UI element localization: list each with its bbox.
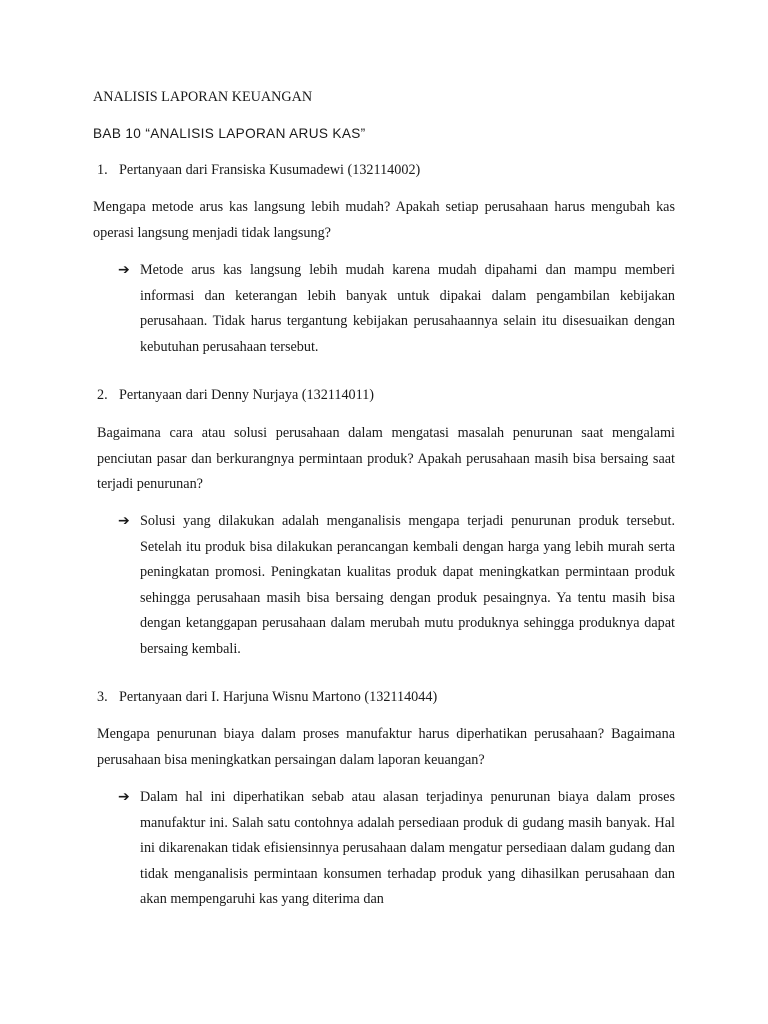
question-header-text: Pertanyaan dari Denny Nurjaya (132114011) bbox=[119, 387, 375, 403]
answer-block bbox=[118, 785, 675, 913]
answer-block bbox=[118, 509, 675, 662]
question-text: Bagaimana cara atau solusi perusahaan dalam mengatasi masalah penurunan saat mengalami penciutan pasar dan berkurangnya permintaan produk? Apakah perusahaan masih bisa bersaing saat terjadi penurunan? bbox=[97, 425, 675, 492]
answer-text: Solusi yang dilakukan adalah menganalisis mengapa terjadi penurunan produk tersebut. Setelah itu produk bisa dilakukan perancangan kembali dengan harga yang lebih murah serta peningkatan promosi. Peningkatan kualitas produk dapat meningkatkan permintaan produk sehingga perusahaan masih bisa bersaing dengan produk pesaingnya. Ya tentu masih bisa dengan ketanggapan perusahaan dalam merubah mutu produknya sehingga produknya dapat bersaing kembali. bbox=[140, 513, 675, 657]
answer-block bbox=[118, 258, 675, 360]
question-number: 2. bbox=[97, 387, 108, 403]
question-header bbox=[97, 685, 437, 710]
document-title: ANALISIS LAPORAN KEUANGAN bbox=[93, 89, 313, 105]
arrow-right-icon: ➔ bbox=[118, 789, 130, 805]
arrow-right-icon: ➔ bbox=[118, 262, 130, 278]
question-text: Mengapa penurunan biaya dalam proses manufaktur harus diperhatikan perusahaan? Bagaimana perusahaan bisa meningkatkan persaingan dalam laporan keuangan? bbox=[97, 726, 675, 768]
chapter-heading: BAB 10 “ANALISIS LAPORAN ARUS KAS” bbox=[93, 126, 366, 141]
question-number: 3. bbox=[97, 689, 108, 705]
question-header bbox=[97, 383, 374, 408]
question-header-text: Pertanyaan dari I. Harjuna Wisnu Martono (132114044) bbox=[119, 689, 438, 705]
question-header bbox=[97, 158, 420, 183]
answer-text: Dalam hal ini diperhatikan sebab atau alasan terjadinya penurunan biaya dalam proses manufaktur ini. Salah satu contohnya adalah persediaan produk di gudang masih banyak. Hal ini dikarenakan tidak efisiensinnya perusahaan dalam mengatur persediaan dalam gudang dan tidak menganalisis permintaan konsumen terhadap produk yang dihasilkan perusahaan dan akan mempengaruhi kas yang diterima dan bbox=[140, 789, 675, 907]
arrow-right-icon: ➔ bbox=[118, 513, 130, 529]
answer-text: Metode arus kas langsung lebih mudah karena mudah dipahami dan mampu memberi informasi dan keterangan lebih banyak untuk dipakai dalam pengambilan kebijakan perusahaan. Tidak harus tergantung kebijakan perusahaannya selain itu disesuaikan dengan kebutuhan perusahaan tersebut. bbox=[140, 262, 675, 355]
question-text: Mengapa metode arus kas langsung lebih mudah? Apakah setiap perusahaan harus mengubah kas operasi langsung menjadi tidak langsung? bbox=[93, 199, 675, 241]
question-header-text: Pertanyaan dari Fransiska Kusumadewi (132114002) bbox=[119, 162, 421, 178]
question-number: 1. bbox=[97, 162, 108, 178]
